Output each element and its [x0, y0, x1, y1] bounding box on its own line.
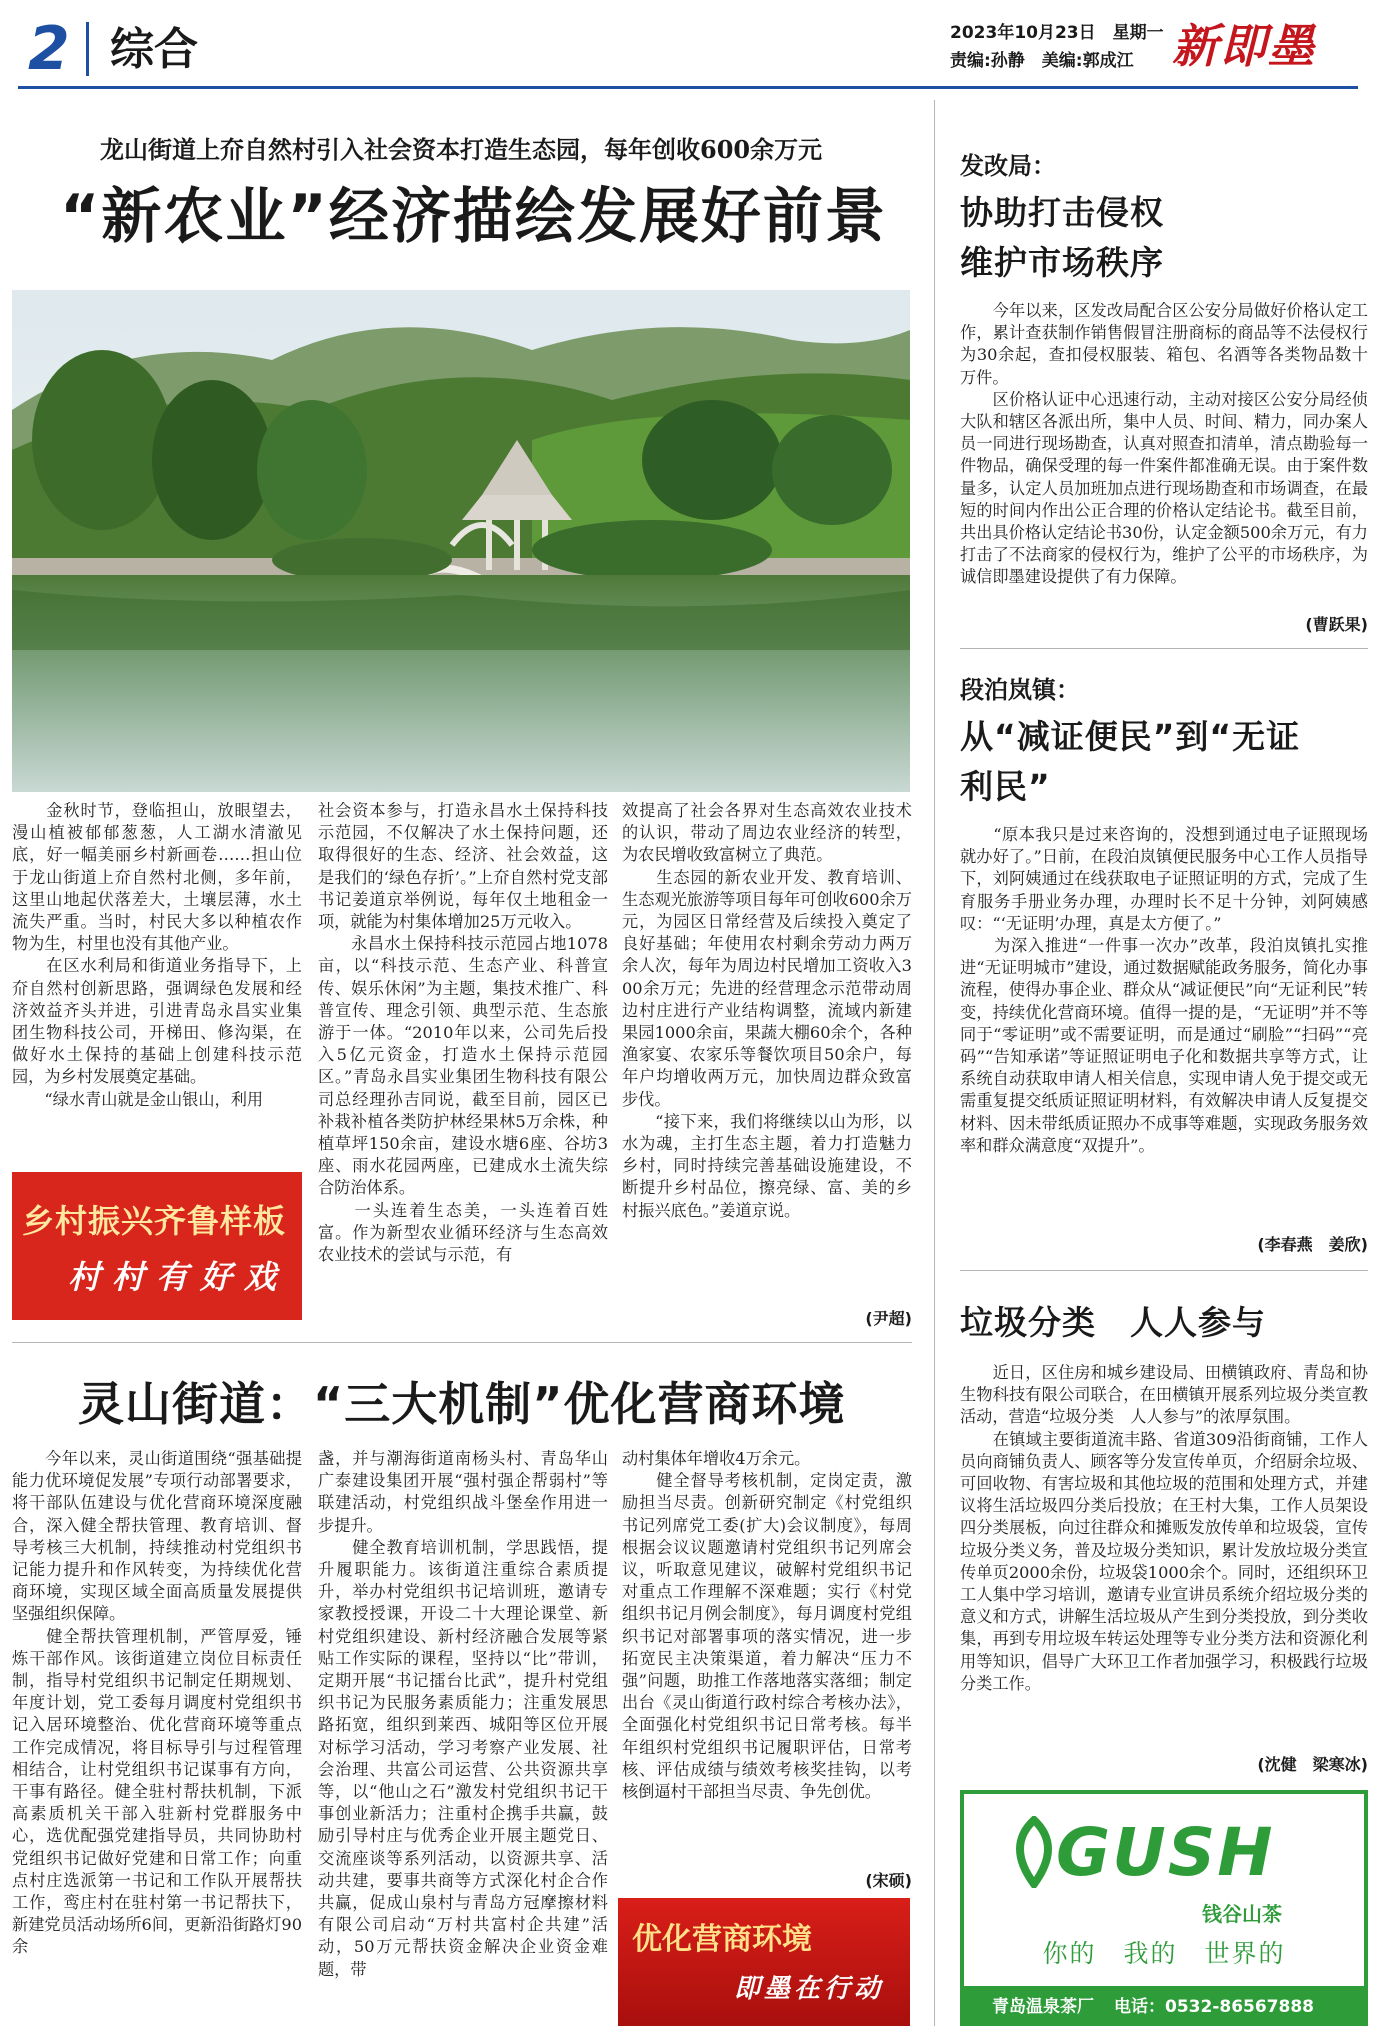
tea-advertisement [960, 1790, 1368, 2026]
header-divider [86, 22, 89, 76]
lead-kicker: 龙山街道上夼自然村引入社会资本打造生态园，每年创收600余万元 [100, 135, 823, 164]
rc-divider-2 [960, 1270, 1368, 1271]
ad-phone: 电话：0532-86567888 [1114, 1997, 1314, 2017]
section-divider [12, 1342, 912, 1343]
ad-slogan: 你的 我的 世界的 [1042, 1939, 1286, 1968]
banner-line-2: 村村有好戏 [68, 1258, 289, 1296]
rural-revitalization-banner [12, 1172, 302, 1320]
masthead-logo: 新即墨 [1172, 19, 1316, 73]
header-rule [18, 86, 1358, 89]
rc-story1-byline: (曹跃果) [1305, 615, 1368, 634]
story2-column-2: 盏，并与潮海街道南杨头村、青岛华山广泰建设集团开展“强村强企帮弱村”等联建活动，村党组织战斗堡垒作用进一步提升。 健全教育培训机制，学思践悟，提升履职能力。该街道注重综合素质提升，举办村党组织书记培训班，邀请专家教授授课，开设二十大理论课堂、新村党组织建设、新村经济融合发展等紧贴工作实际的课程，坚持以“比”带训，定期开展“书记擂台比武”，提升村党组织书记为民服务素质能力；注重发展思路拓宽，组织到莱西、城阳等区位开展对标学习活动，学习考察产业发展、社会治理、共富公司运营、公共资源共享等，以“他山之石”激发村党组织书记干事创业新活力；注重村企携手共赢，鼓励引导村庄与优秀企业开展主题党日、交流座谈等系列活动，以资源共享、活动共建，要事共商等方式深化村企合作共赢，促成山泉村与青岛方冠摩擦材料有限公司启动“万村共富村企共建”活动，50万元帮扶资金解决企业资金难题，带 [318, 1449, 608, 1979]
issue-date: 2023年10月23日 星期一 [950, 23, 1164, 43]
lead-story-column-1: 金秋时节，登临担山，放眼望去，漫山植被郁郁葱葱，人工湖水清澈见底，好一幅美丽乡村新画卷……担山位于龙山街道上夼自然村北侧，多年前，这里山地起伏落差大，土壤层薄，水土流失严重。当时，村民大多以种植农作物为生，村里也没有其他产业。 在区水利局和街道业务指导下，上夼自然村创新思路，强调绿色发展和经济效益齐头并进，引进青岛永昌实业集团生物科技公司，开梯田、修沟渠，在做好水土保持的基础上创建科技示范园，为乡村发展奠定基础。 “绿水青山就是金山银山，利用 [12, 801, 302, 1109]
banner2-line-2: 即墨在行动 [734, 1974, 885, 2004]
business-environment-banner [618, 1898, 910, 2026]
lead-photo-pavilion-lake [12, 290, 910, 792]
ad-company: 青岛温泉茶厂 [992, 1997, 1094, 2017]
lead-story-column-2: 社会资本参与，打造永昌水土保持科技示范园，不仅解决了水土保持问题，还取得很好的生态、经济、社会效益，这是我们的‘绿色存折’。”上夼自然村党支部书记姜道京举例说，每年仅土地租金一项，就能为村集体增加25万元收入。 永昌水土保持科技示范园占地1078亩，以“科技示范、生态产业、科普宣传、娱乐休闲”为主题，集技术推广、科普宣传、理念引领、典型示范、生态旅游于一体。“2010年以来，公司先后投入5亿元资金，打造水土保持示范园区。”青岛永昌实业集团生物科技有限公司总经理孙吉同说，截至目前，园区已补栽补植各类防护林经果林5万余株，种植草坪150余亩，建设水塘6座、谷坊3座、雨水花园两座，已建成水土流失综合防治体系。 一头连着生态美，一头连着百姓富。作为新型农业循环经济与生态高效农业技术的尝试与示范，有 [318, 801, 608, 1265]
lead-story-byline: (尹超) [865, 1309, 912, 1328]
banner2-line-1: 优化营商环境 [632, 1922, 812, 1957]
rc-story1-body: 今年以来，区发改局配合区公安分局做好价格认定工作，累计查获制作销售假冒注册商标的商品等不法侵权行为30余起，查扣侵权服装、箱包、名酒等各类物品数十万件。 区价格认证中心迅速行动，主动对接区公安分局经侦大队和辖区各派出所，集中人员、时间、精力，同办案人员一同进行现场勘查，认真对照查扣清单，清点勘验每一件物品，确保受理的每一件案件都准确无误。由于案件数量多，认定人员加班加点进行现场勘查和市场调查，在最短的时间内作出公正合理的价格认定结论书。截至目前，共出具价格认定结论书30份，认定金额500余万元，有力打击了不法商家的侵权行为，维护了公平的市场秩序，为诚信即墨建设提供了有力保障。 [960, 301, 1368, 587]
editors-credit: 责编:孙静 美编:郭成江 [950, 51, 1134, 71]
story2-byline: (宋硕) [865, 1871, 912, 1890]
rc-story2-byline: (李春燕 姜欣) [1257, 1235, 1368, 1254]
story2-column-1: 今年以来，灵山街道围绕“强基础提能力优环境促发展”专项行动部署要求，将干部队伍建设与优化营商环境深度融合，深入健全帮扶管理、教育培训、督导考核三大机制，持续推动村党组织书记能力提升和作风转变，为持续优化营商环境，实现区域全面高质量发展提供坚强组织保障。 健全帮扶管理机制，严管厚爱，锤炼干部作风。该街道建立岗位目标责任制，指导村党组织书记制定任期规划、年度计划，党工委每月调度村党组织书记入居环境整治、优化营商环境等重点工作完成情况，将目标导引与过程管理相结合，让村党组织书记谋事有方向，干事有路径。健全驻村帮扶机制，下派高素质机关干部入驻新村党群服务中心，选优配强党建指导员，共同协助村党组织书记做好党建和日常工作；向重点村庄选派第一书记和工作队开展帮扶工作，鸾庄村在驻村第一书记帮扶下，新建党员活动场所6间，更新沿街路灯90余 [12, 1449, 302, 1957]
story2-column-3: 动村集体年增收4万余元。 健全督导考核机制，定岗定责，激励担当尽责。创新研究制定《村党组织书记列席党工委(扩大)会议制度》，每周根据会议议题邀请村党组织书记列席会议，听取意见建议，破解村党组织书记对重点工作理解不深难题；实行《村党组织书记月例会制度》，每月调度村党组织书记对部署事项的落实情况，进一步拓宽民主决策渠道，着力解决“压力不强”问题，助推工作落地落实落细；制定出台《灵山街道行政村综合考核办法》，全面强化村党组织书记日常考核。每半年组织村党组织书记履职评估，日常考核、评估成绩与绩效考核奖挂钩，以考核倒逼村干部担当尽责、争先创优。 [622, 1449, 912, 1802]
ad-logo-text: GUSH [1056, 1814, 1275, 1891]
rc-story1-headline: 协助打击侵权 维护市场秩序 [960, 193, 1164, 282]
pavilion-lake-illustration [12, 290, 910, 792]
rc-story3-headline: 垃圾分类 人人参与 [960, 1303, 1266, 1342]
column-rule [934, 100, 935, 2026]
rc-story3-body: 近日，区住房和城乡建设局、田横镇政府、青岛和协生物科技有限公司联合，在田横镇开展系列垃圾分类宣教活动，营造“垃圾分类 人人参与”的浓厚氛围。 在镇域主要街道流丰路、省道309沿街商铺，工作人员向商铺负责人、顾客等分发宣传单页，介绍厨余垃圾、可回收物、有害垃圾和其他垃圾的范围和处理方式，并建议将生活垃圾四分类后投放；在王村大集，工作人员架设四分类展板，向过往群众和摊贩发放传单和垃圾袋，宣传垃圾分类义务，普及垃圾分类知识，累计发放垃圾分类宣传单页2000余份，垃圾袋1000余个。同时，还组织环卫工人集中学习培训，邀请专业宣讲员系统介绍垃圾分类的意义和方式，讲解生活垃圾从产生到分类投放，到分类收集，再到专用垃圾车转运处理等专业分类方法和资源化利用等知识，倡导广大环卫工作者加强学习，积极践行垃圾分类工作。 [960, 1363, 1368, 1693]
rc-story3-byline: (沈健 梁寒冰) [1257, 1755, 1368, 1774]
rc-story2-headline: 从“减证便民”到“无证 利民” [960, 717, 1301, 806]
tea-leaf-icon [1004, 1816, 1064, 1888]
rc-story2-kicker: 段泊岚镇： [960, 676, 1080, 704]
lead-headline: “新农业”经济描绘发展好前景 [60, 182, 887, 252]
ad-footer [964, 1986, 1364, 2022]
section-name: 综合 [110, 24, 198, 75]
rc-divider-1 [960, 648, 1368, 649]
ad-brand: 钱谷山茶 [1202, 1902, 1282, 1926]
lead-story-column-3: 效提高了社会各界对生态高效农业技术的认识，带动了周边农业经济的转型，为农民增收致富树立了典范。 生态园的新农业开发、教育培训、生态观光旅游等项目每年可创收600余万元，为园区日常经营及后续投入奠定了良好基础；年使用农村剩余劳动力两万余人次，每年为周边村民增加工资收入300余万元；先进的经营理念示范带动周边村庄进行产业结构调整，流域内新建果园1000余亩，果蔬大棚60余个，各种渔家宴、农家乐等餐饮项目50余户，每年户均增收两万元，加快周边群众致富步伐。 “接下来，我们将继续以山为形，以水为魂，主打生态主题，着力打造魅力乡村，同时持续完善基础设施建设，不断提升乡村品位，擦亮绿、富、美的乡村振兴底色。”姜道京说。 [622, 801, 912, 1220]
rc-story2-body: “原本我只是过来咨询的，没想到通过电子证照现场就办好了。”日前，在段泊岚镇便民服务中心工作人员指导下，刘阿姨通过在线获取电子证照证明的方式，完成了生育服务手册业务办理，办理时长不足十分钟，刘阿姨感叹：“‘无证明’办理，真是太方便了。” 为深入推进“一件事一次办”改革，段泊岚镇扎实推进“无证明城市”建设，通过数据赋能政务服务，简化办事流程，使得办事企业、群众从“减证便民”向“无证利民”转变，持续优化营商环境。值得一提的是，“无证明”并不等同于“零证明”或不需要证明，而是通过“刷脸”“扫码”“亮码”“告知承诺”等证照证明电子化和数据共享等方式，让系统自动获取申请人相关信息，实现申请人免于提交或无需重复提交纸质证照证明材料，有效解决申请人反复提交材料、因未带纸质证照办不成事等难题，实现政务服务效率和群众满意度“双提升”。 [960, 825, 1368, 1155]
page-number: 2 [28, 14, 70, 84]
story2-headline: 灵山街道：“三大机制”优化营商环境 [78, 1377, 846, 1431]
rc-story1-kicker: 发改局： [960, 152, 1056, 180]
banner-line-1: 乡村振兴齐鲁样板 [22, 1202, 287, 1240]
